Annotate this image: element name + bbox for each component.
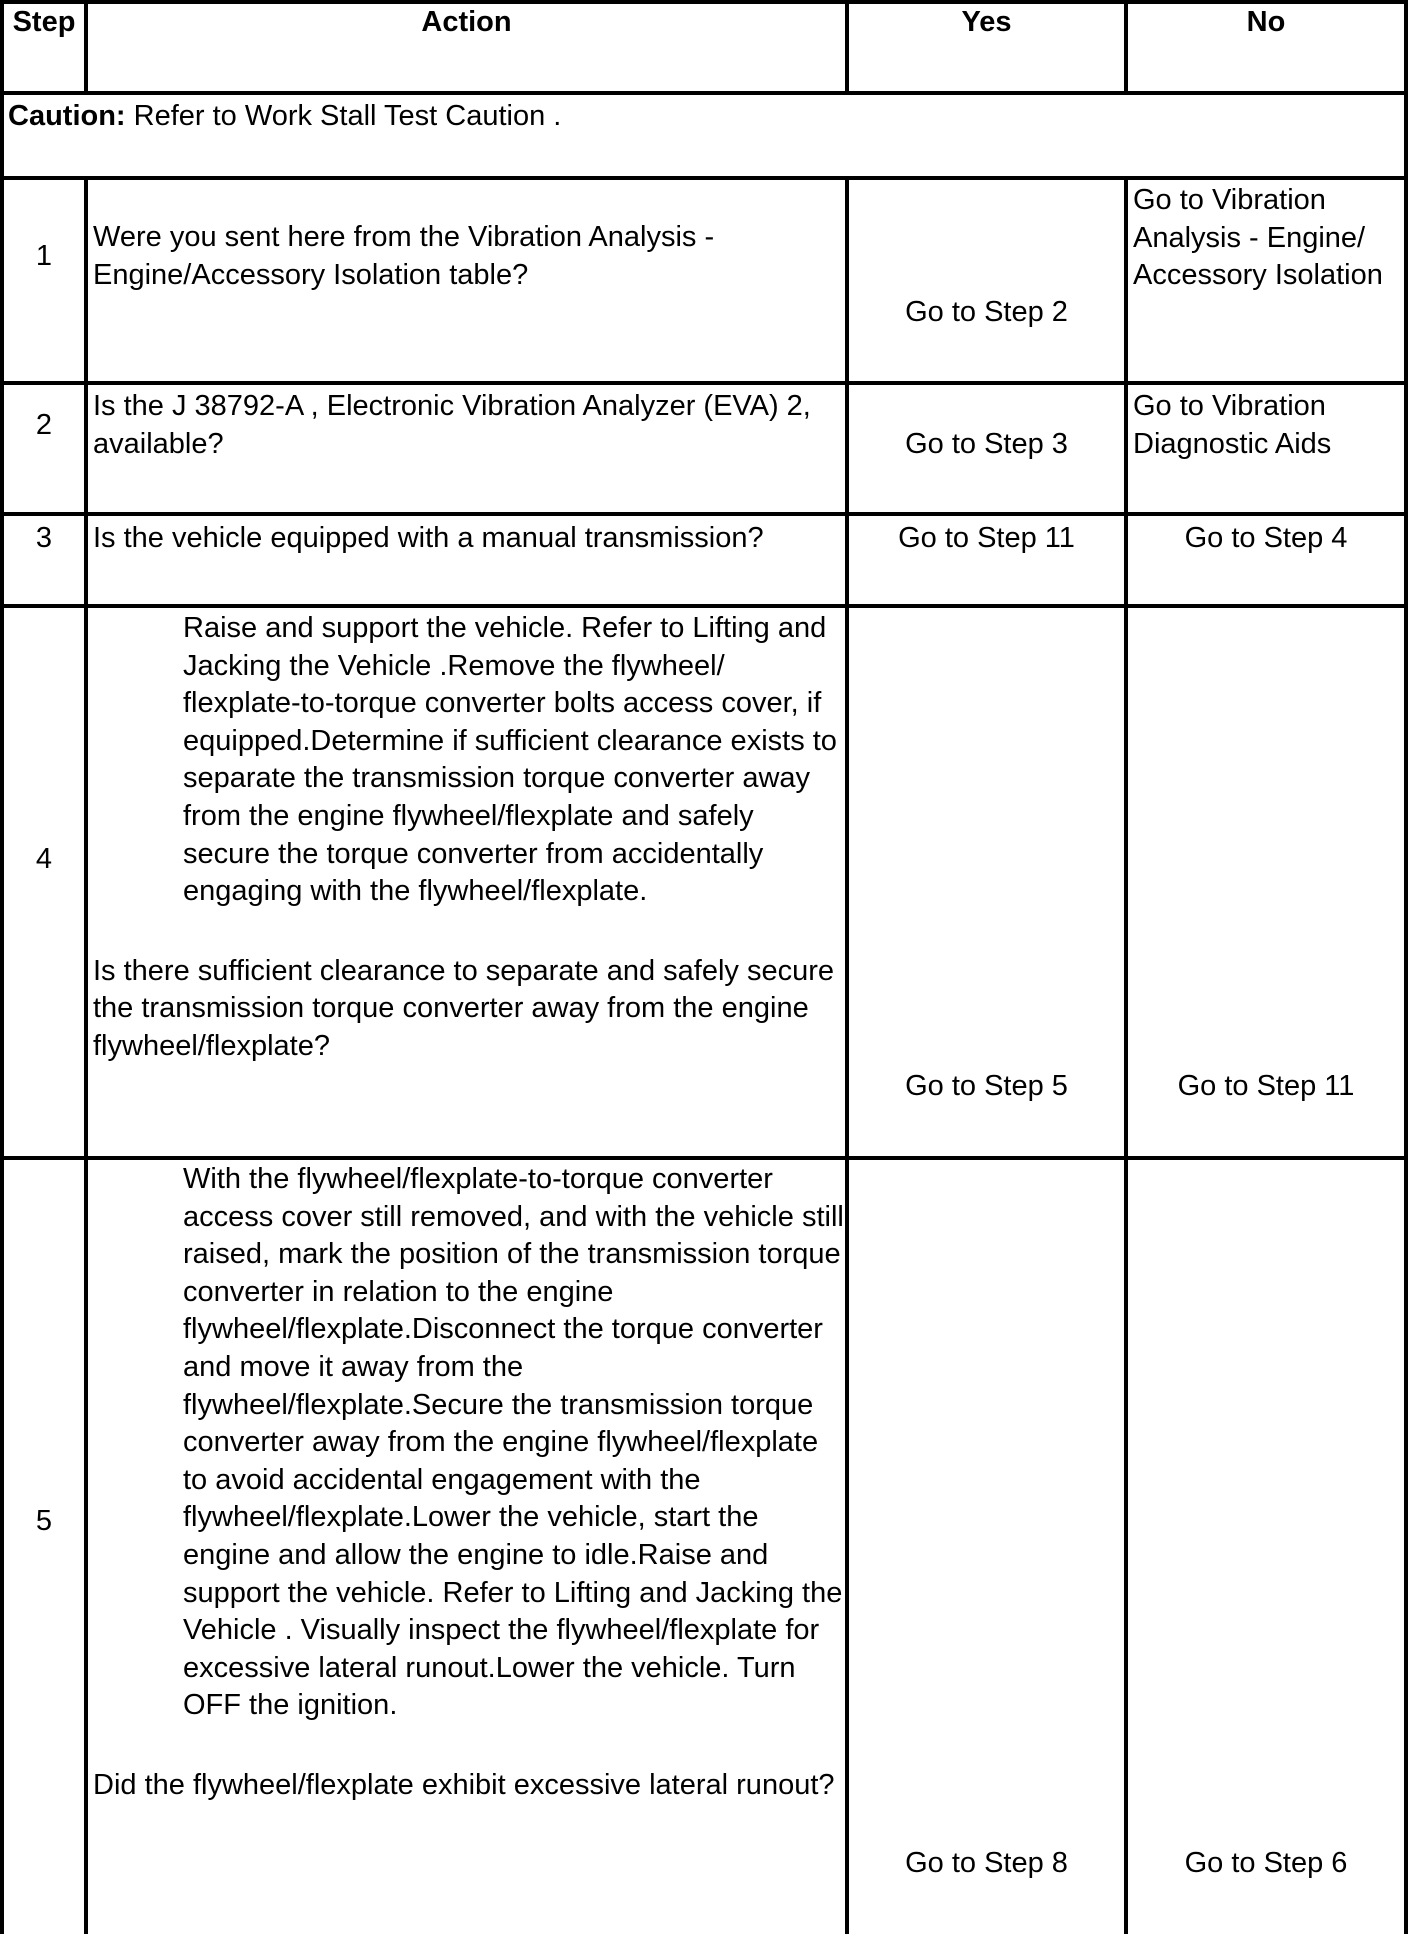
step-number: 1	[35, 240, 53, 272]
action-cell	[93, 610, 845, 1066]
header-no: No	[1246, 6, 1286, 38]
action-question: Did the flywheel/flexplate exhibit excessive lateral runout?	[93, 1768, 835, 1801]
header-yes: Yes	[961, 6, 1012, 38]
row-divider	[0, 176, 1408, 180]
table-border-left	[0, 0, 4, 1934]
row-divider	[0, 381, 1408, 385]
row-divider	[0, 512, 1408, 516]
caution-text: Refer to Work Stall Test Caution .	[125, 100, 562, 132]
yes-outcome: Go to Step 11	[898, 522, 1075, 554]
action-question: Were you sent here from the Vibration Analysis - Engine/Accessory Isolation table?	[93, 221, 715, 291]
step-number: 4	[35, 843, 53, 875]
action-question: Is there sufficient clearance to separate and safely secure the transmission torque converter away from the engine flywheel/flexplate?	[93, 954, 835, 1062]
action-question: Is the J 38792-A , Electronic Vibration Analyzer (EVA) 2, available?	[93, 390, 811, 460]
no-outcome: Go to Vibration Diagnostic Aids	[1133, 390, 1332, 460]
yes-outcome: Go to Step 5	[905, 1070, 1068, 1102]
table-border-right	[1404, 0, 1408, 1934]
yes-outcome: Go to Step 8	[905, 1847, 1068, 1879]
header-step: Step	[12, 6, 76, 38]
action-procedure: With the flywheel/flexplate-to-torque converter access cover still removed, and with the vehicle still raised, mark the position of the transmission torque converter in relation to the engine flywheel/flexplate.Disconnect the torque converter and move it away from the flywheel/flexplate.Secure the transmission torque converter away from the engine flywheel/flexplate to avoid accidental engagement with the flywheel/flexplate.Lower the vehicle, start the engine and allow the engine to idle.Raise and support the vehicle. Refer to Lifting and Jacking the Vehicle . Visually inspect the flywheel/flexplate for excessive lateral runout.Lower the vehicle. Turn OFF the ignition.	[183, 1163, 844, 1722]
yes-outcome: Go to Step 3	[905, 428, 1068, 460]
no-outcome: Go to Step 11	[1177, 1070, 1355, 1102]
row-divider	[0, 91, 1408, 95]
no-outcome: Go to Step 6	[1184, 1847, 1348, 1879]
no-outcome: Go to Step 4	[1184, 522, 1348, 554]
row-divider	[0, 604, 1408, 608]
action-cell	[93, 1161, 845, 1805]
step-number: 3	[35, 522, 53, 554]
action-procedure: Raise and support the vehicle. Refer to Lifting and Jacking the Vehicle .Remove the flywheel/ flexplate-to-torque converter bolts access cover, if equipped.Determine if sufficient clearance exists to separate the transmission torque converter away from the engine flywheel/flexplate and safely secure the torque converter from accidentally engaging with the flywheel/flexplate.	[183, 612, 837, 908]
step-number: 2	[35, 409, 53, 441]
column-divider	[1124, 176, 1128, 1934]
header-action: Action	[421, 6, 512, 38]
no-outcome: Go to Vibration Analysis - Engine/ Accessory Isolation	[1133, 184, 1383, 292]
column-divider	[84, 176, 88, 1934]
step-number: 5	[35, 1505, 53, 1537]
action-question: Is the vehicle equipped with a manual transmission?	[93, 522, 764, 554]
caution-note	[8, 98, 1398, 136]
row-divider	[0, 1156, 1408, 1160]
caution-label: Caution:	[8, 100, 126, 132]
yes-outcome: Go to Step 2	[905, 296, 1068, 328]
